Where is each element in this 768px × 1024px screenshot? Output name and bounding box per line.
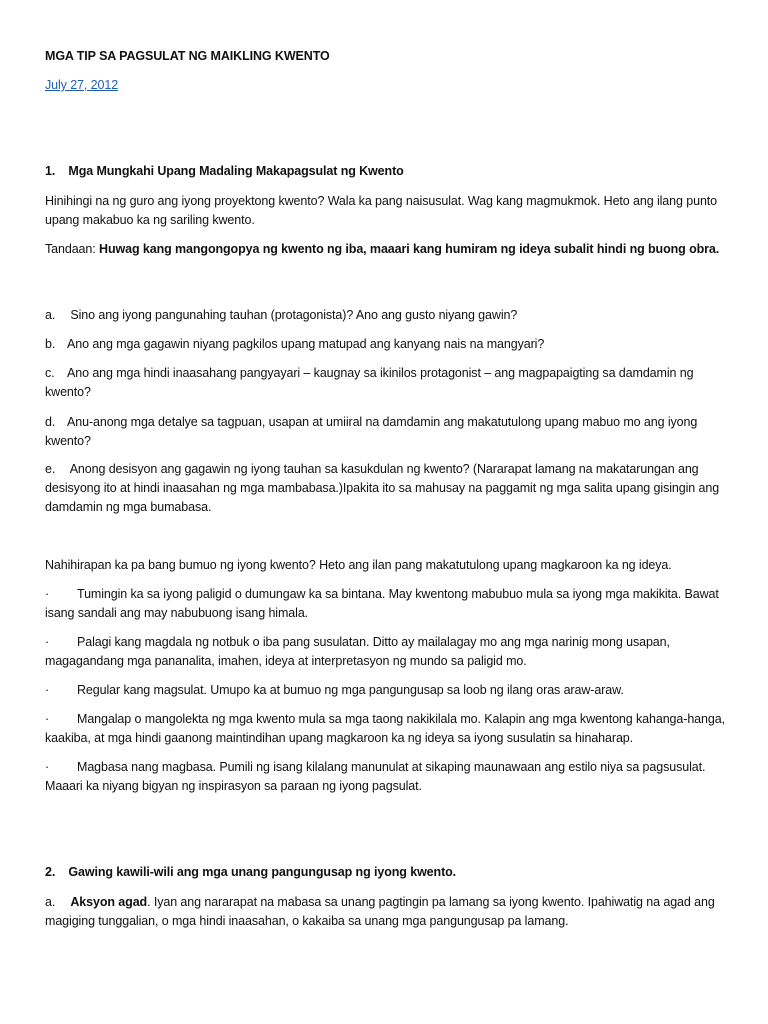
note-label: Tandaan: bbox=[45, 242, 100, 256]
list-item: c. Ano ang mga hindi inaasahang pangyayari – kaugnay sa ikinilos protagonist – ang magpapaigting sa damdamin ng kwento? bbox=[45, 366, 694, 399]
list-item: e. Anong desisyon ang gagawin ng iyong tauhan sa kasukdulan ng kwento? (Nararapat lamang na makatarungan ang desisyong ito at hindi inaasahan ng mga mambabasa.)Ipakita ito sa mahusay na paggamit ng mga salita upang gisingin ang damdamin ng mga bumabasa. bbox=[45, 462, 720, 514]
note-paragraph bbox=[45, 240, 725, 259]
section-1-number: 1. bbox=[45, 164, 56, 178]
list-item: b. Ano ang mga gagawin niyang pagkilos upang matupad ang kanyang nais na mangyari? bbox=[45, 337, 545, 351]
bullet-dot-icon: · bbox=[45, 635, 50, 649]
bullet-item: · Magbasa nang magbasa. Pumili ng isang kilalang manunulat at sikaping maunawaan ang estilo niya sa pagsusulat. Maaari ka niyang bigyan ng inspirasyon sa paraan ng iyong pagsulat. bbox=[45, 760, 706, 793]
section-1-intro: Hinihingi na ng guro ang iyong proyektong kwento? Wala ka pang naisusulat. Wag kang magmukmok. Heto ang ilang punto upang makabuo ka ng sariling kwento. bbox=[45, 194, 718, 227]
note-text: Huwag kang mangongopya ng kwento ng iba, maaari kang humiram ng ideya subalit hindi ng buong obra. bbox=[99, 242, 720, 256]
section-1-heading bbox=[45, 162, 725, 181]
date-link[interactable]: July 27, 2012 bbox=[45, 78, 119, 92]
emphasis-text: Aksyon agad bbox=[70, 895, 148, 909]
bullet-dot-icon: · bbox=[45, 683, 50, 697]
list-item: d. Anu-anong mga detalye sa tagpuan, usapan at umiiral na damdamin ang makatutulong upang mabuo mo ang iyong kwento? bbox=[45, 415, 698, 448]
bullet-dot-icon: · bbox=[45, 587, 50, 601]
bullet-dot-icon: · bbox=[45, 712, 50, 726]
bullet-item: · Palagi kang magdala ng notbuk o iba pang susulatan. Ditto ay mailalagay mo ang mga narinig mong usapan, magagandang mga pananalita, imahen, ideya at interpretasyon ng mundo sa paligid mo. bbox=[45, 635, 670, 668]
bullet-dot-icon: · bbox=[45, 760, 50, 774]
bullet-item: · Tumingin ka sa iyong paligid o dumungaw ka sa bintana. May kwentong mabubuo mula sa iyong mga makikita. Bawat isang sandali ang may nabubuong isang himala. bbox=[45, 587, 719, 620]
document-title: MGA TIP SA PAGSULAT NG MAIKLING KWENTO bbox=[45, 49, 330, 63]
section-2-number: 2. bbox=[45, 865, 56, 879]
list-item: a. Sino ang iyong pangunahing tauhan (protagonista)? Ano ang gusto niyang gawin? bbox=[45, 308, 518, 322]
list-item: a. Aksyon agad. Iyan ang nararapat na mabasa sa unang pagtingin pa lamang sa iyong kwento. Ipahiwatig na agad ang magiging tunggalian, o mga hindi inaasahan, o kakaiba sa unang mga pangungusap pa lamang. bbox=[45, 895, 715, 928]
section-2-heading-text: Gawing kawili-wili ang mga unang pangungusap ng iyong kwento. bbox=[68, 865, 457, 879]
bullet-item: · Regular kang magsulat. Umupo ka at bumuo ng mga pangungusap sa loob ng ilang oras araw-araw. bbox=[45, 681, 725, 700]
section-2-heading bbox=[45, 863, 725, 882]
bullet-item: · Mangalap o mangolekta ng mga kwento mula sa mga taong nakikilala mo. Kalapin ang mga kwentong kahanga-hanga, kaakiba, at mga hindi gaanong maintindihan upang magkaroon ka ng ideya sa iyong susulatin sa hinaharap. bbox=[45, 712, 725, 745]
section-1-heading-text: Mga Mungkahi Upang Madaling Makapagsulat ng Kwento bbox=[68, 164, 404, 178]
help-intro: Nahihirapan ka pa bang bumuo ng iyong kwento? Heto ang ilan pang makatutulong upang magkaroon ka ng ideya. bbox=[45, 558, 672, 572]
